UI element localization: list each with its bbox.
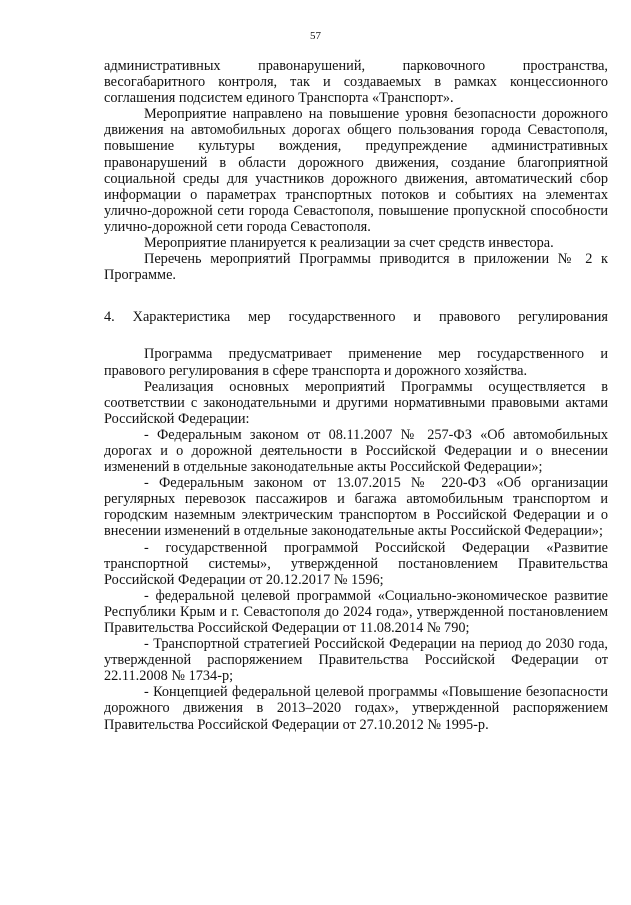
section-paragraph-basis: Реализация основных мероприятий Программы осуществляется в соответствии с законодательными и другими нормативными правовыми актами Российской Федерации:	[104, 378, 608, 427]
section-paragraph-intro: Программа предусматривает применение мер государственного и правового регулирования в сфере транспорта и дорожного хозяйства.	[104, 346, 608, 379]
legal-act-item: - Федеральным законом от 13.07.2015 № 220-ФЗ «Об организации регулярных перевозок пассажиров и багажа автомобильным транспортом и городским наземным электрическим транспортом в Российской Федерации и о внесении изменений в отдельные законодательные акты Российской Федерации»;	[104, 475, 608, 540]
legal-act-item: - Федеральным законом от 08.11.2007 № 257-ФЗ «Об автомобильных дорогах и о дорожной деятельности в Российской Федерации и о внесении изменений в отдельные законодательные акты Российской Федерации»;	[104, 426, 608, 476]
paragraph-appendix-reference: Перечень мероприятий Программы приводится в приложении № 2 к Программе.	[104, 251, 608, 284]
legal-act-item: - Транспортной стратегией Российской Федерации на период до 2030 года, утвержденной распоряжением Правительства Российской Федерации от 22.11.2008 № 1734-р;	[104, 636, 608, 685]
page-number: 57	[310, 30, 321, 42]
legal-act-item: - государственной программой Российской Федерации «Развитие транспортной системы», утвержденной постановлением Правительства Российской Федерации от 20.12.2017 № 1596;	[104, 539, 608, 588]
legal-act-item: - федеральной целевой программой «Социально-экономическое развитие Республики Крым и г. Севастополя до 2024 года», утвержденной постановлением Правительства Российской Федерации от 11.08.2014 № 790;	[104, 587, 608, 636]
section-heading: 4. Характеристика мер государственного и правового регулирования	[104, 309, 608, 326]
paragraph-funding: Мероприятие планируется к реализации за счет средств инвестора.	[144, 235, 554, 252]
legal-act-item: - Концепцией федеральной целевой программы «Повышение безопасности дорожного движения в 2013–2020 годах», утвержденной распоряжением Правительства Российской Федерации от 27.10.2012 № 1995-р.	[104, 684, 608, 733]
paragraph-continuation: административных правонарушений, парковочного пространства, весогабаритного контроля, так и создаваемых в рамках концессионного соглашения подсистем единого Транспорта «Транспорт».	[104, 58, 608, 107]
document-body	[104, 58, 608, 733]
paragraph-purpose: Мероприятие направлено на повышение уровня безопасности дорожного движения на автомобильных дорогах общего пользования города Севастополя, повышение культуры вождения, предупреждение административных правонарушений в области дорожного движения, создание благоприятной социальной среды для участников дорожного движения, автоматический сбор информации о параметрах транспортных потоков и событиях на элементах улично-дорожной сети города Севастополя, повышение пропускной способности улично-дорожной сети города Севастополя.	[104, 106, 608, 235]
